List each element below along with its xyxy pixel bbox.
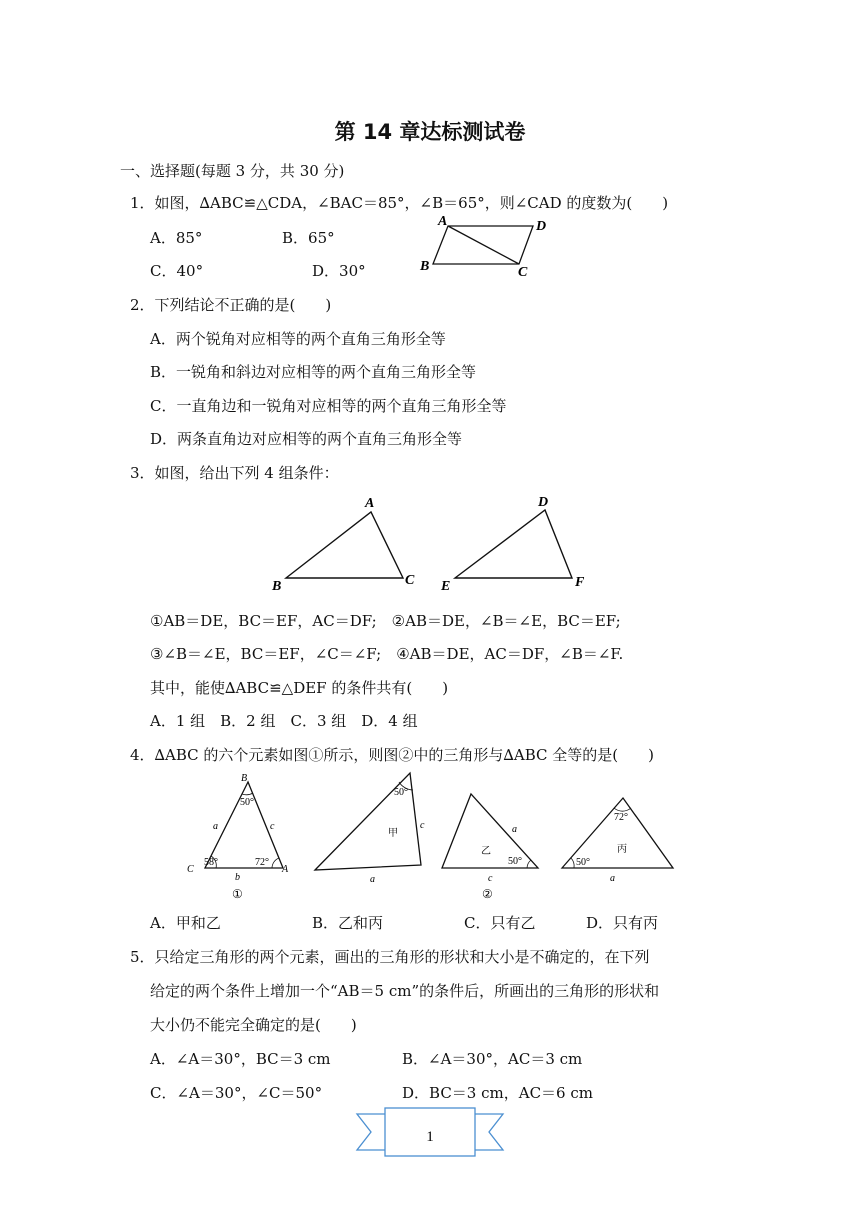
- jia-side-a: a: [370, 874, 375, 885]
- bing-angle-left: 50°: [576, 857, 590, 868]
- q1-label-c: C: [518, 265, 528, 280]
- q4-stem: 4．∆ABC 的六个元素如图①所示，则图②中的三角形与∆ABC 全等的是( ): [130, 746, 654, 764]
- q2-option-d: D．两条直角边对应相等的两个直角三角形全等: [150, 430, 463, 448]
- yi-name: 乙: [481, 846, 491, 857]
- yi-side-c: c: [488, 873, 493, 884]
- section-heading: 一、选择题(每题 3 分，共 30 分): [120, 162, 345, 180]
- page-number-ribbon: [355, 1106, 505, 1164]
- q4-option-d: D．只有丙: [586, 914, 659, 932]
- fig1-side-a: a: [213, 821, 218, 832]
- q2-option-a: A．两个锐角对应相等的两个直角三角形全等: [150, 330, 446, 348]
- q3-conditions-1: ①AB＝DE，BC＝EF，AC＝DF; ②AB＝DE，∠B＝∠E，BC＝EF;: [150, 612, 621, 630]
- fig1-side-b: b: [235, 872, 240, 883]
- q3-label-c: C: [405, 573, 415, 588]
- q1-label-a: A: [438, 214, 448, 229]
- bing-side-a: a: [610, 873, 615, 884]
- yi-side-a: a: [512, 824, 517, 835]
- q3-conditions-2: ③∠B＝∠E，BC＝EF，∠C＝∠F; ④AB＝DE，AC＝DF，∠B＝∠F.: [150, 645, 624, 663]
- q4-option-c: C．只有乙: [464, 914, 536, 932]
- q3-stem: 3．如图，给出下列 4 组条件：: [130, 464, 339, 482]
- q5-stem-line1: 5．只给定三角形的两个元素，画出的三角形的形状和大小是不确定的，在下列: [130, 948, 650, 966]
- q1-option-d: D．30°: [312, 262, 366, 280]
- jia-angle: 50°: [394, 787, 408, 798]
- q1-label-d: D: [536, 219, 547, 234]
- fig1-ang-a: 72°: [255, 857, 269, 868]
- q2-stem: 2．下列结论不正确的是( ): [130, 296, 332, 314]
- jia-name: 甲: [388, 828, 398, 839]
- q5-stem-line2: 给定的两个条件上增加一个“AB＝5 cm”的条件后，所画出的三角形的形状和: [150, 982, 660, 1000]
- q3-options: A．1 组 B．2 组 C．3 组 D．4 组: [150, 712, 418, 730]
- q4-option-b: B．乙和丙: [312, 914, 384, 932]
- q2-option-b: B．一锐角和斜边对应相等的两个直角三角形全等: [150, 363, 477, 381]
- q3-label-e: E: [441, 579, 451, 594]
- q4-option-a: A．甲和乙: [150, 914, 221, 932]
- q1-option-a: A．85°: [150, 229, 203, 247]
- fig1-caption: ①: [232, 887, 243, 901]
- q3-question: 其中，能使∆ABC≌△DEF 的条件共有( ): [150, 679, 449, 697]
- fig1-label-b: B: [241, 773, 248, 784]
- fig1-ang-c: 58°: [204, 857, 218, 868]
- page-title: 第 14 章达标测试卷: [334, 120, 526, 144]
- q1-option-b: B．65°: [282, 229, 335, 247]
- q3-label-d: D: [538, 495, 549, 510]
- page-number: 1: [426, 1129, 434, 1145]
- q2-option-c: C．一直角边和一锐角对应相等的两个直角三角形全等: [150, 397, 507, 415]
- bing-name: 丙: [617, 844, 627, 855]
- bing-angle-top: 72°: [614, 812, 628, 823]
- q3-label-f: F: [575, 575, 585, 590]
- fig2-caption: ②: [482, 887, 493, 901]
- q4-figures: [180, 770, 700, 905]
- q1-stem: 1．如图，∆ABC≌△CDA，∠BAC＝85°，∠B＝65°，则∠CAD 的度数为( ): [130, 194, 669, 212]
- fig1-label-c: C: [187, 864, 194, 875]
- q5-option-a: A．∠A＝30°，BC＝3 cm: [150, 1050, 331, 1068]
- q1-parallelogram-figure: [415, 213, 555, 278]
- q5-option-c: C．∠A＝30°，∠C＝50°: [150, 1084, 323, 1102]
- fig1-side-c: c: [270, 821, 275, 832]
- q1-label-b: B: [420, 259, 430, 274]
- q5-option-d: D．BC＝3 cm，AC＝6 cm: [402, 1084, 593, 1102]
- q5-option-b: B．∠A＝30°，AC＝3 cm: [402, 1050, 583, 1068]
- fig1-ang-b: 50°: [240, 797, 254, 808]
- yi-angle: 50°: [508, 856, 522, 867]
- q3-triangles-figure: [260, 488, 600, 598]
- jia-side-c: c: [420, 820, 425, 831]
- q3-label-a: A: [365, 496, 375, 511]
- fig1-label-a: A: [282, 864, 289, 875]
- q3-label-b: B: [272, 579, 282, 594]
- q5-stem-line3: 大小仍不能完全确定的是( ): [150, 1016, 357, 1034]
- q1-option-c: C．40°: [150, 262, 204, 280]
